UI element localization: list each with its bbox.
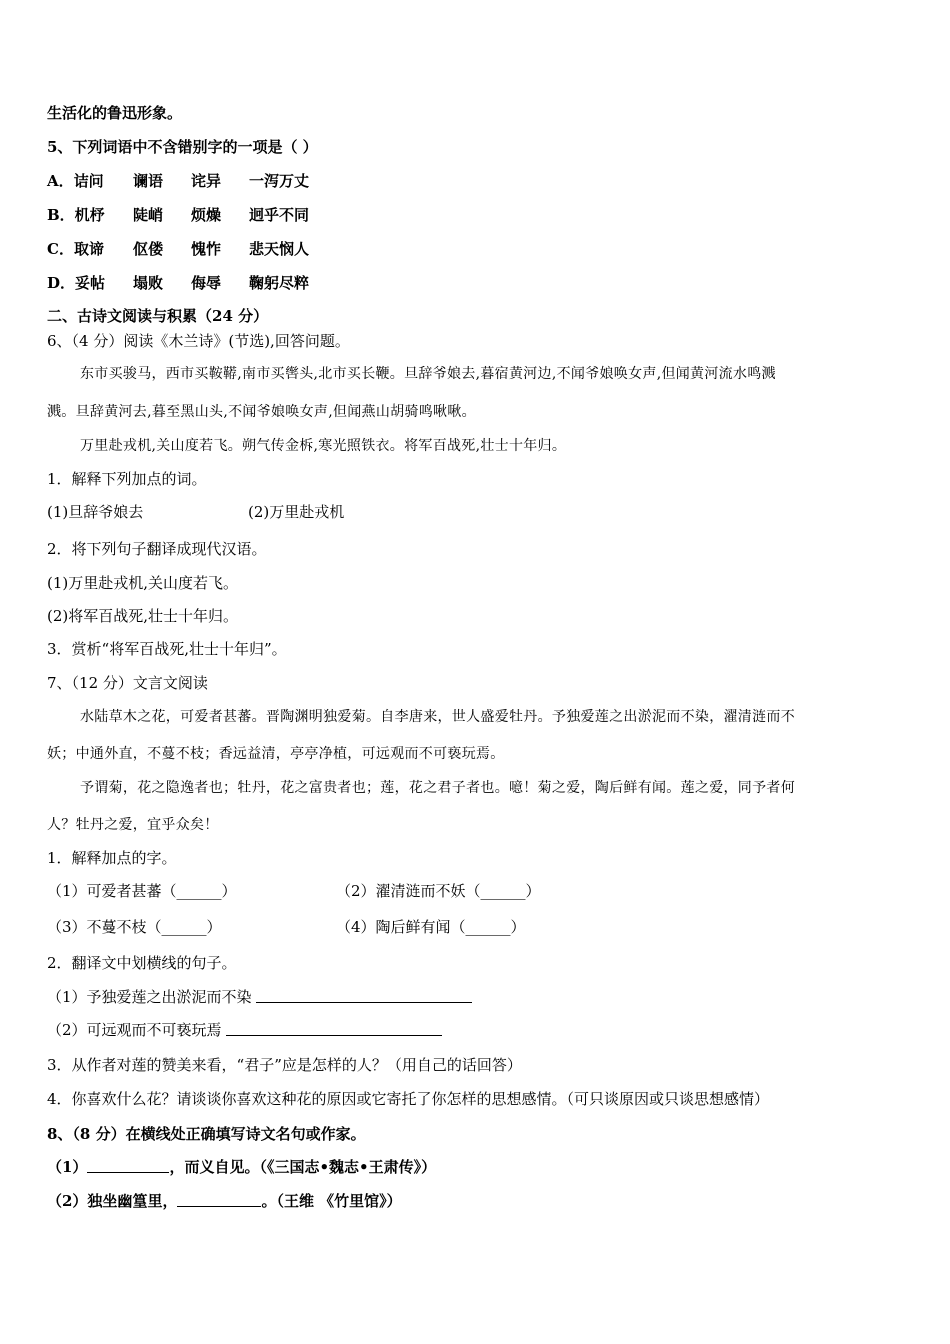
answer-blank[interactable]	[226, 1021, 442, 1036]
q5-option-b: B．机杼 陡峭 烦燥 迥乎不同	[47, 206, 310, 224]
q7-sub-1: 1．解释加点的字。	[47, 849, 177, 867]
question-5-title: 5、下列词语中不含错别字的一项是（ ）	[47, 138, 318, 156]
q7-sub-1b: （2）濯清涟而不妖（______）	[336, 882, 541, 900]
question-7-title: 7、（12 分）文言文阅读	[47, 674, 208, 692]
q6-sub-1-items: (1)旦辞爷娘去	[47, 503, 144, 521]
q5-option-d: D．妥帖 塌败 侮辱 鞠躬尽粹	[47, 274, 310, 292]
q8-sub-1: （1） ，而义自见。（《三国志•魏志•王肃传》）	[47, 1158, 437, 1176]
answer-blank[interactable]	[177, 1192, 261, 1207]
q6-sub-1-item-2: (2)万里赴戎机	[248, 503, 345, 521]
q5-option-c: C．取谛 伛偻 愧怍 悲天悯人	[47, 240, 310, 258]
q6-sub-2: 2．将下列句子翻译成现代汉语。	[47, 540, 267, 558]
q7-sub-2a: （1）予独爱莲之出淤泥而不染	[47, 987, 472, 1007]
ailian-para-2: 予谓菊，花之隐逸者也；牡丹，花之富贵者也；莲，花之君子者也。噫！菊之爱，陶后鲜有闻。莲之爱，同予者何	[80, 780, 795, 796]
q5-option-a: A．诘问 谰语 诧异 一泻万丈	[47, 172, 310, 190]
q7-sub-1d: （4）陶后鲜有闻（______）	[336, 918, 526, 936]
mulan-para-2: 万里赴戎机,关山度若飞。朔气传金柝,寒光照铁衣。将军百战死,壮士十年归。	[80, 438, 567, 454]
q6-sub-3: 3．赏析“将军百战死,壮士十年归”。	[47, 640, 287, 658]
question-6-title: 6、（4 分）阅读《木兰诗》(节选),回答问题。	[47, 332, 350, 350]
q7-sub-4: 4．你喜欢什么花？请谈谈你喜欢这种花的原因或它寄托了你怎样的思想感情。（可只谈原因或只谈思想感情）	[47, 1090, 770, 1108]
q7-sub-2: 2．翻译文中划横线的句子。	[47, 954, 237, 972]
q6-sub-2b: (2)将军百战死,壮士十年归。	[47, 607, 239, 625]
answer-blank[interactable]	[256, 988, 472, 1003]
q7-sub-3: 3．从作者对莲的赞美来看，“君子”应是怎样的人？（用自己的话回答）	[47, 1056, 522, 1074]
ailian-para-2-cont: 人？牡丹之爱，宜乎众矣！	[47, 817, 219, 833]
ailian-para-1: 水陆草木之花，可爱者甚蕃。晋陶渊明独爱菊。自李唐来，世人盛爱牡丹。予独爱莲之出淤泥而不染，濯清涟而不	[80, 709, 795, 725]
q6-sub-1: 1．解释下列加点的词。	[47, 470, 207, 488]
q8-sub-2: （2）独坐幽篁里， 。（王维 《竹里馆》）	[47, 1192, 402, 1210]
answer-blank[interactable]	[87, 1158, 169, 1173]
q7-sub-1c: （3）不蔓不枝（______）	[47, 918, 222, 936]
ailian-para-1-cont: 妖；中通外直，不蔓不枝；香远益清，亭亭净植，可远观而不可亵玩焉。	[47, 746, 505, 762]
q7-sub-1a: （1）可爱者甚蕃（______）	[47, 882, 237, 900]
question-8-title: 8、（8 分）在横线处正确填写诗文名句或作家。	[47, 1125, 366, 1143]
section-2-title: 二、古诗文阅读与积累（24 分）	[47, 307, 269, 325]
q7-sub-2b: （2）可远观而不可亵玩焉	[47, 1020, 442, 1040]
mulan-para-1-cont: 溅。旦辞黄河去,暮至黑山头,不闻爷娘唤女声,但闻燕山胡骑鸣啾啾。	[47, 404, 476, 420]
q6-sub-2a: (1)万里赴戎机,关山度若飞。	[47, 574, 239, 592]
text-line: 生活化的鲁迅形象。	[47, 104, 183, 122]
mulan-para-1: 东市买骏马，西市买鞍鞯,南市买辔头,北市买长鞭。旦辞爷娘去,暮宿黄河边,不闻爷娘唤女声,但闻黄河流水鸣溅	[80, 366, 776, 382]
